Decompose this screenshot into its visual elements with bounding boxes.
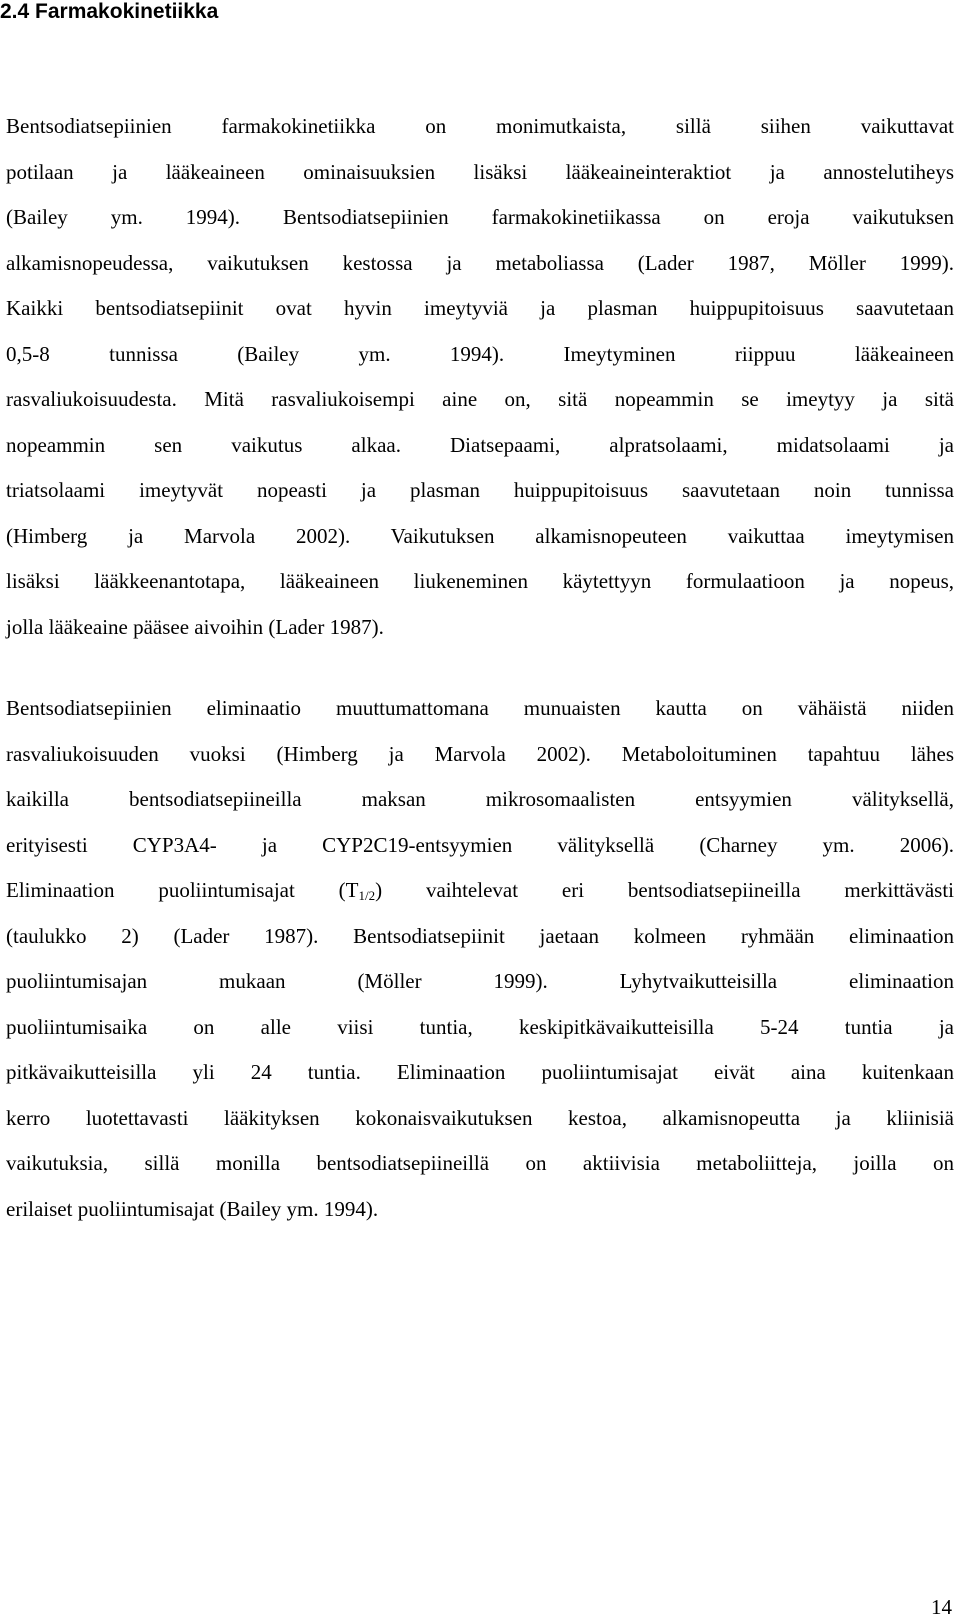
text-line: erityisesti CYP3A4- ja CYP2C19-entsyymien välityksellä (Charney ym. 2006).	[6, 832, 954, 857]
text-line: nopeammin sen vaikutus alkaa. Diatsepaami, alpratsolaami, midatsolaami ja	[6, 432, 954, 457]
text-line: potilaan ja lääkeaineen ominaisuuksien lisäksi lääkeaineinteraktiot ja annostelutiheys	[6, 159, 954, 184]
text-line: (Himberg ja Marvola 2002). Vaikutuksen alkamisnopeuteen vaikuttaa imeytymisen	[6, 523, 954, 548]
text-line: Bentsodiatsepiinien eliminaatio muuttumattomana munuaisten kautta on vähäistä niiden	[6, 696, 954, 720]
text-line: erilaiset puoliintumisajat (Bailey ym. 1994).	[6, 1196, 379, 1221]
paragraph-absorption	[6, 104, 954, 650]
text-line: rasvaliukoisuuden vuoksi (Himberg ja Marvola 2002). Metaboloituminen tapahtuu lähes	[6, 741, 954, 766]
page-number: 14	[931, 1595, 952, 1619]
subscript-half: 1/2	[358, 888, 376, 903]
text-line-half-life	[6, 868, 954, 914]
paragraph-elimination	[6, 686, 954, 1232]
text-line: Kaikki bentsodiatsepiinit ovat hyvin imeytyviä ja plasman huippupitoisuus saavutetaan	[6, 296, 954, 320]
text-line: (taulukko 2) (Lader 1987). Bentsodiatsepiinit jaetaan kolmeen ryhmään eliminaation	[6, 923, 954, 948]
text-line: (Bailey ym. 1994). Bentsodiatsepiinien farmakokinetiikassa on eroja vaikutuksen	[6, 205, 954, 229]
text-line: 0,5-8 tunnissa (Bailey ym. 1994). Imeytyminen riippuu lääkeaineen	[6, 341, 954, 366]
text-line: rasvaliukoisuudesta. Mitä rasvaliukoisempi aine on, sitä nopeammin se imeytyy ja sitä	[6, 387, 954, 411]
text-line: kaikilla bentsodiatsepiineilla maksan mikrosomaalisten entsyymien välityksellä,	[6, 787, 954, 811]
text-line: vaikutuksia, sillä monilla bentsodiatsepiineillä on aktiivisia metaboliitteja, joilla on	[6, 1151, 954, 1175]
text-line: puoliintumisajan mukaan (Möller 1999). Lyhytvaikutteisilla eliminaation	[6, 969, 954, 993]
text-line: lisäksi lääkkeenantotapa, lääkeaineen liukeneminen käytettyyn formulaatioon ja nopeus,	[6, 569, 954, 593]
section-heading: 2.4 Farmakokinetiikka	[0, 0, 219, 23]
text-line: alkamisnopeudessa, vaikutuksen kestossa ja metaboliassa (Lader 1987, Möller 1999).	[6, 250, 954, 275]
text-line: triatsolaami imeytyvät nopeasti ja plasman huippupitoisuus saavutetaan noin tunnissa	[6, 478, 954, 502]
text-line: Bentsodiatsepiinien farmakokinetiikka on monimutkaista, sillä siihen vaikuttavat	[6, 114, 954, 138]
text-line: pitkävaikutteisilla yli 24 tuntia. Eliminaation puoliintumisajat eivät aina kuitenkaan	[6, 1060, 954, 1084]
text-line: puoliintumisaika on alle viisi tuntia, keskipitkävaikutteisilla 5-24 tuntia ja	[6, 1014, 954, 1039]
text-fragment: ) vaihtelevat eri bentsodiatsepiineilla merkittävästi	[375, 878, 954, 902]
text-line: jolla lääkeaine pääsee aivoihin (Lader 1987).	[6, 614, 384, 639]
text-fragment: Eliminaation puoliintumisajat (T	[6, 878, 359, 902]
text-line: kerro luotettavasti lääkityksen kokonaisvaikutuksen kestoa, alkamisnopeutta ja kliinisiä	[6, 1105, 954, 1130]
